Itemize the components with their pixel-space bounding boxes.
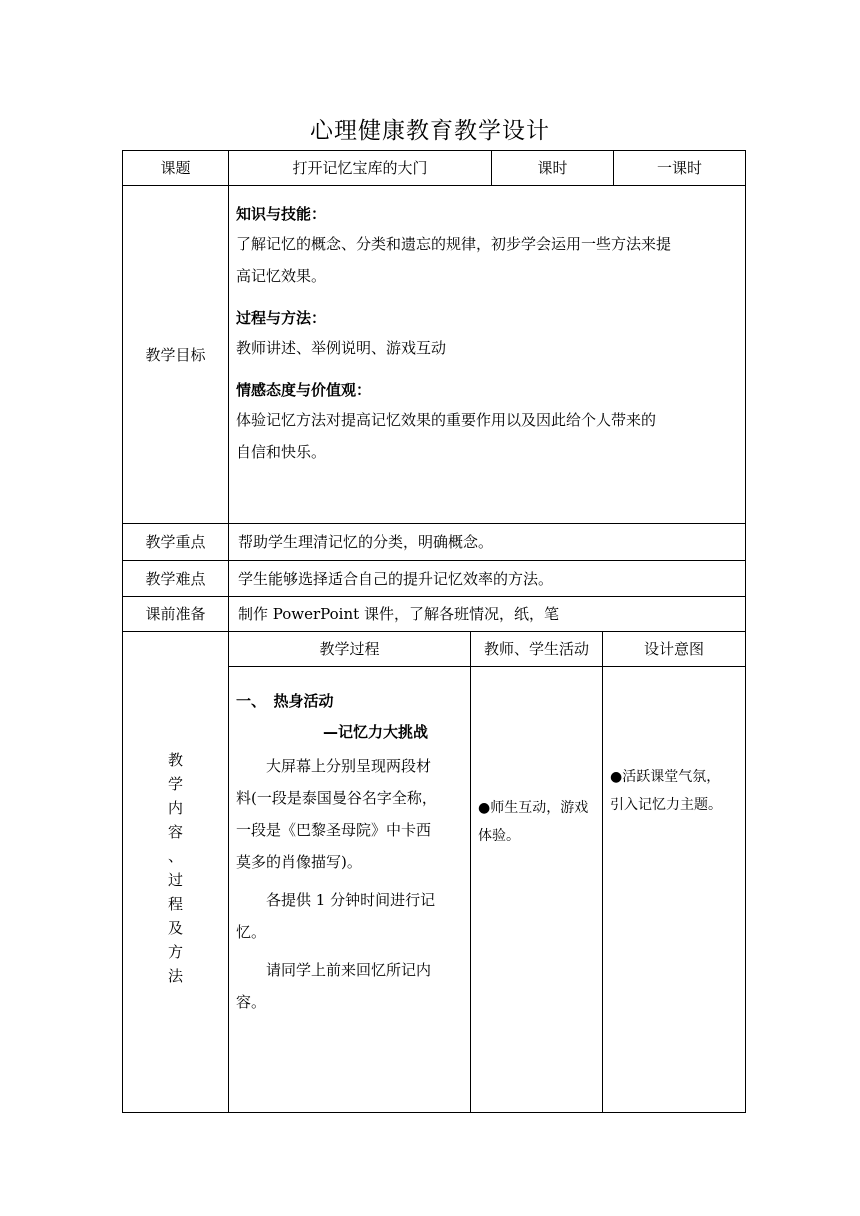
- process-label-char: 法: [167, 967, 183, 985]
- activity-content: [478, 794, 600, 850]
- topic-label: 课题: [160, 159, 191, 177]
- process-label-char: 及: [167, 919, 183, 937]
- difficulty-label: 教学难点: [145, 569, 206, 588]
- intent-line: 引入记忆力主题。: [610, 797, 722, 813]
- step-line: 请同学上前来回忆所记内: [236, 961, 432, 979]
- preparation-label: 课前准备: [145, 605, 206, 623]
- process-label-char: 程: [167, 895, 183, 913]
- process-label-char: 过: [167, 871, 183, 889]
- header-design-intent: 设计意图: [643, 640, 704, 658]
- objectives-label: 教学目标: [145, 345, 206, 364]
- topic-value: 打开记忆宝库的大门: [292, 159, 428, 177]
- row-divider: [228, 666, 746, 667]
- hours-value: 一课时: [656, 159, 702, 177]
- process-label-char: 容: [167, 823, 183, 841]
- process-label-char: 方: [167, 943, 183, 961]
- activity-line: 体验。: [478, 828, 520, 844]
- difficulty-value: 学生能够选择适合自己的提升记忆效率的方法。: [238, 569, 554, 588]
- process-label: [123, 748, 228, 988]
- objective-heading: 过程与方法：: [236, 309, 327, 327]
- process-content: [236, 688, 466, 1018]
- preparation-value: 制作 PowerPoint 课件，了解各班情况，纸，笔: [238, 605, 559, 623]
- table-border-bottom: [122, 1112, 746, 1113]
- step-line: 大屏幕上分别呈现两段材: [236, 757, 432, 775]
- objective-text: 高记忆效果。: [236, 267, 327, 285]
- activity-line: ●师生互动，游戏: [478, 800, 589, 816]
- process-label-char: 学: [167, 775, 183, 793]
- hours-label: 课时: [537, 159, 568, 177]
- document-title: 心理健康教育教学设计: [310, 118, 550, 144]
- intent-line: ●活跃课堂气氛，: [610, 769, 721, 785]
- objective-text: 教师讲述、举例说明、游戏互动: [236, 339, 447, 357]
- objective-heading: 知识与技能：: [236, 205, 327, 223]
- objective-text: 了解记忆的概念、分类和遗忘的规律，初步学会运用一些方法来提: [236, 235, 672, 253]
- column-divider: [602, 631, 603, 1113]
- step-line: 一段是《巴黎圣母院》中卡西: [236, 821, 432, 839]
- process-label-char: 内: [167, 799, 183, 817]
- header-teaching-process: 教学过程: [319, 640, 380, 658]
- objective-text: 自信和快乐。: [236, 443, 327, 461]
- column-divider: [470, 631, 471, 1113]
- process-label-char: 、: [167, 847, 183, 865]
- step-line: 各提供 1 分钟时间进行记: [236, 891, 436, 909]
- step-subheading: —记忆力大挑战: [323, 723, 429, 741]
- objective-text: 体验记忆方法对提高记忆效果的重要作用以及因此给个人带来的: [236, 411, 657, 429]
- step-line: 莫多的肖像描写)。: [236, 853, 362, 871]
- key-point-value: 帮助学生理清记忆的分类，明确概念。: [238, 533, 494, 551]
- process-label-char: 教: [167, 751, 183, 769]
- key-point-label: 教学重点: [145, 533, 206, 551]
- step-heading: 一、 热身活动: [236, 692, 334, 710]
- header-activities: 教师、学生活动: [483, 640, 589, 658]
- step-line: 忆。: [236, 923, 267, 941]
- intent-content: [610, 763, 744, 819]
- objective-heading: 情感态度与价值观：: [236, 381, 372, 399]
- step-line: 容。: [236, 993, 267, 1011]
- step-line: 料(一段是泰国曼谷名字全称，: [236, 789, 437, 807]
- objectives-content: [236, 200, 742, 468]
